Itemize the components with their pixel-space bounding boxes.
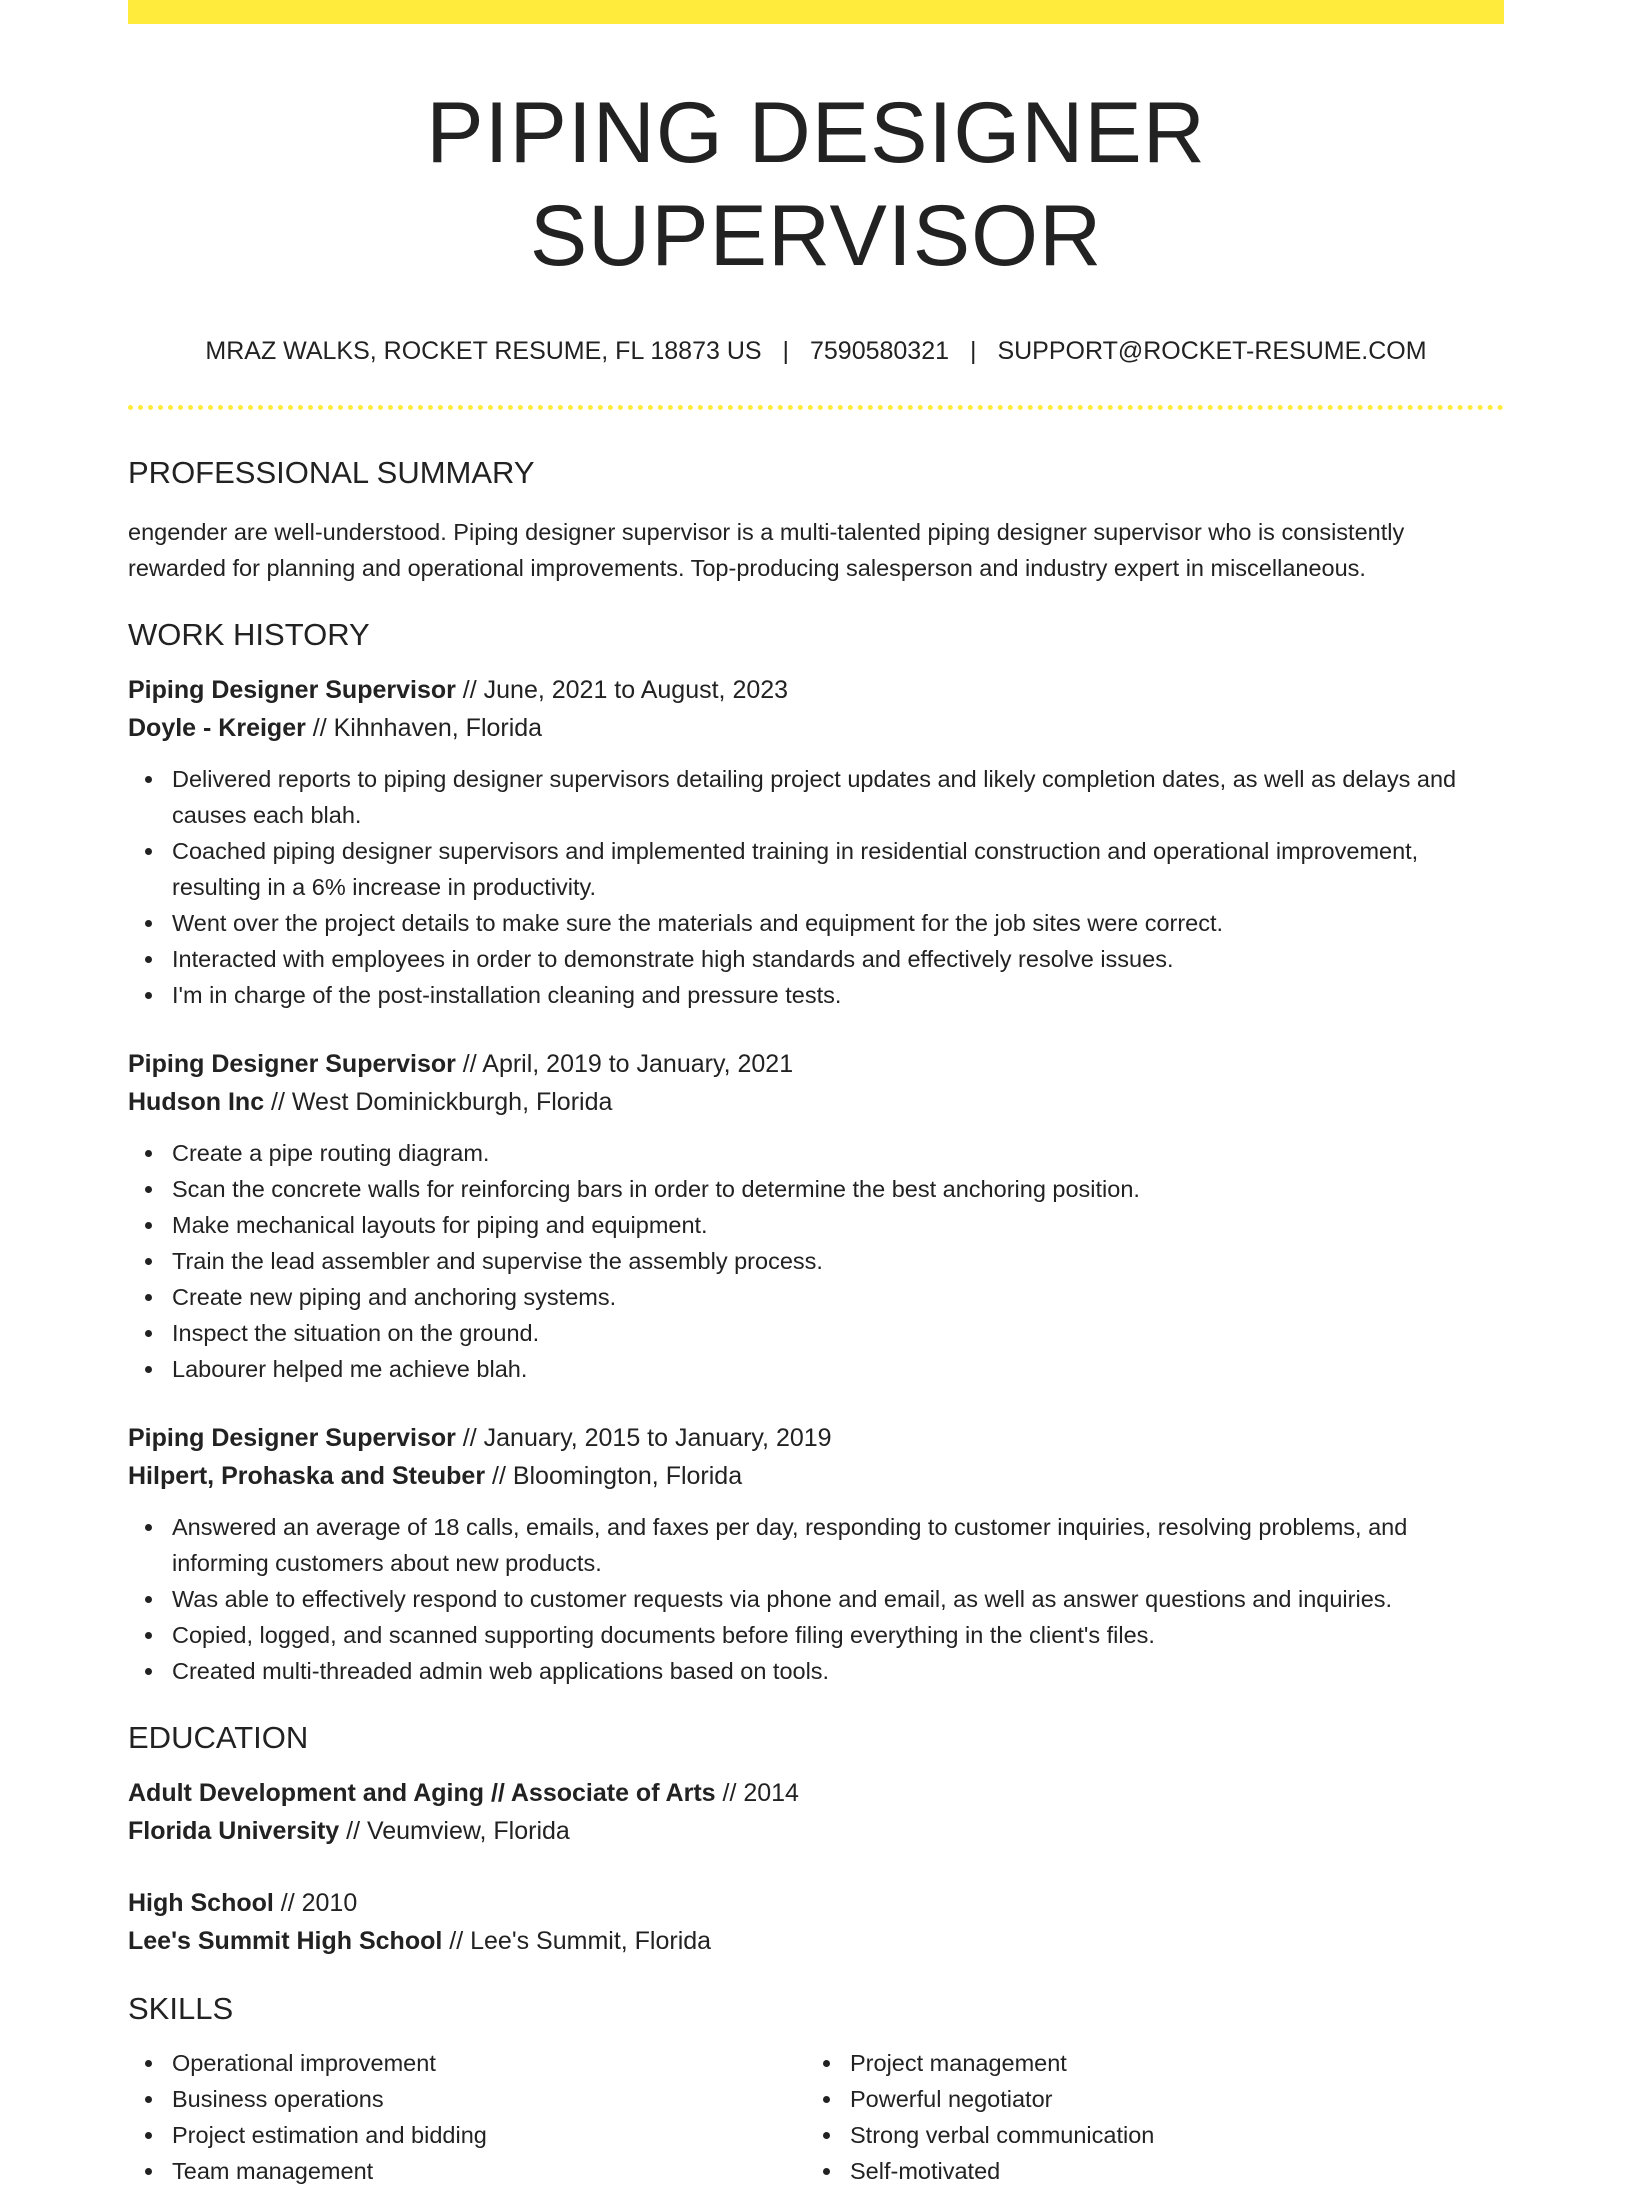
skill-item: Project management <box>806 2045 1504 2081</box>
list-item: I'm in charge of the post-installation cleaning and pressure tests. <box>128 977 1504 1013</box>
contact-separator: | <box>969 337 977 366</box>
education-location: // Veumview, Florida <box>339 1816 570 1845</box>
education-entry <box>128 1884 1504 1960</box>
skill-item: Self-motivated <box>806 2153 1504 2189</box>
job-title: Piping Designer Supervisor <box>128 675 456 704</box>
job-company-line <box>128 709 1504 747</box>
list-item: Make mechanical layouts for piping and equipment. <box>128 1207 1504 1243</box>
job-location: // West Dominickburgh, Florida <box>264 1087 613 1116</box>
list-item: Train the lead assembler and supervise the assembly process. <box>128 1243 1504 1279</box>
work-history-heading: WORK HISTORY <box>128 616 370 652</box>
list-item: Delivered reports to piping designer supervisors detailing project updates and likely completion dates, as well as delays and causes each blah. <box>128 761 1504 833</box>
education-year: // 2010 <box>273 1888 358 1917</box>
job-title-line <box>128 1419 1504 1457</box>
job-entry <box>128 1419 1504 1689</box>
summary-text: engender are well-understood. Piping designer supervisor is a multi-talented piping designer supervisor who is consistently rewarded for planning and operational improvements. Top-producing salesperson and industry expert in miscellaneous. <box>128 518 1405 581</box>
contact-separator: | <box>782 337 790 366</box>
resume-page <box>128 0 1504 2189</box>
list-item: Labourer helped me achieve blah. <box>128 1351 1504 1387</box>
skill-item: Business operations <box>128 2081 806 2117</box>
skill-item: Team management <box>128 2153 806 2189</box>
job-company: Hilpert, Prohaska and Steuber <box>128 1461 486 1490</box>
list-item: Scan the concrete walls for reinforcing bars in order to determine the best anchoring position. <box>128 1171 1504 1207</box>
skills-heading: SKILLS <box>128 1990 234 2026</box>
education-school-line <box>128 1922 1504 1960</box>
list-item: Create new piping and anchoring systems. <box>128 1279 1504 1315</box>
summary-heading: PROFESSIONAL SUMMARY <box>128 455 535 491</box>
education-entry <box>128 1774 1504 1850</box>
job-company-line <box>128 1457 1504 1495</box>
skill-item: Operational improvement <box>128 2045 806 2081</box>
list-item: Answered an average of 18 calls, emails, and faxes per day, responding to customer inquiries, resolving problems, and informing customers about new products. <box>128 1509 1504 1581</box>
job-location: // Bloomington, Florida <box>485 1461 743 1490</box>
education-heading: EDUCATION <box>128 1719 309 1755</box>
education-school: Lee's Summit High School <box>128 1926 443 1955</box>
list-item: Create a pipe routing diagram. <box>128 1135 1504 1171</box>
job-title-line <box>128 671 1504 709</box>
education-school-line <box>128 1812 1504 1850</box>
job-location: // Kihnhaven, Florida <box>305 713 543 742</box>
contact-address: MRAZ WALKS, ROCKET RESUME, FL 18873 US <box>205 337 762 366</box>
job-title-line <box>128 1045 1504 1083</box>
job-dates: // June, 2021 to August, 2023 <box>455 675 789 704</box>
list-item: Copied, logged, and scanned supporting documents before filing everything in the client's files. <box>128 1617 1504 1653</box>
list-item: Interacted with employees in order to demonstrate high standards and effectively resolve issues. <box>128 941 1504 977</box>
education-degree: High School <box>128 1888 274 1917</box>
list-item: Went over the project details to make sure the materials and equipment for the job sites were correct. <box>128 905 1504 941</box>
education-degree-line <box>128 1884 1504 1922</box>
education-school: Florida University <box>128 1816 340 1845</box>
skill-item: Strong verbal communication <box>806 2117 1504 2153</box>
skill-item: Project estimation and bidding <box>128 2117 806 2153</box>
job-entry <box>128 1045 1504 1387</box>
accent-bar <box>128 0 1504 24</box>
job-title: Piping Designer Supervisor <box>128 1049 456 1078</box>
skills-column-right <box>806 2045 1504 2189</box>
job-company: Doyle - Kreiger <box>128 713 306 742</box>
list-item: Coached piping designer supervisors and implemented training in residential construction and operational improvement, resulting in a 6% increase in productivity. <box>128 833 1504 905</box>
job-company-line <box>128 1083 1504 1121</box>
education-year: // 2014 <box>715 1778 799 1807</box>
job-bullets <box>128 1509 1504 1689</box>
job-dates: // April, 2019 to January, 2021 <box>455 1049 794 1078</box>
resume-title: PIPING DESIGNER SUPERVISOR <box>426 85 1206 285</box>
contact-line <box>128 336 1504 366</box>
job-company: Hudson Inc <box>128 1087 265 1116</box>
list-item: Was able to effectively respond to customer requests via phone and email, as well as answer questions and inquiries. <box>128 1581 1504 1617</box>
list-item: Created multi-threaded admin web applications based on tools. <box>128 1653 1504 1689</box>
job-entry <box>128 671 1504 1013</box>
job-title: Piping Designer Supervisor <box>128 1423 456 1452</box>
contact-phone: 7590580321 <box>809 337 950 366</box>
job-dates: // January, 2015 to January, 2019 <box>455 1423 832 1452</box>
job-bullets <box>128 1135 1504 1387</box>
education-degree: Adult Development and Aging // Associate of Arts <box>128 1778 716 1807</box>
contact-email: SUPPORT@ROCKET-RESUME.COM <box>997 337 1427 366</box>
skills-column-left <box>128 2045 806 2189</box>
education-degree-line <box>128 1774 1504 1812</box>
dotted-divider <box>128 405 1504 410</box>
skills-grid <box>128 2045 1504 2189</box>
list-item: Inspect the situation on the ground. <box>128 1315 1504 1351</box>
education-location: // Lee's Summit, Florida <box>442 1926 712 1955</box>
skill-item: Powerful negotiator <box>806 2081 1504 2117</box>
job-bullets <box>128 761 1504 1013</box>
